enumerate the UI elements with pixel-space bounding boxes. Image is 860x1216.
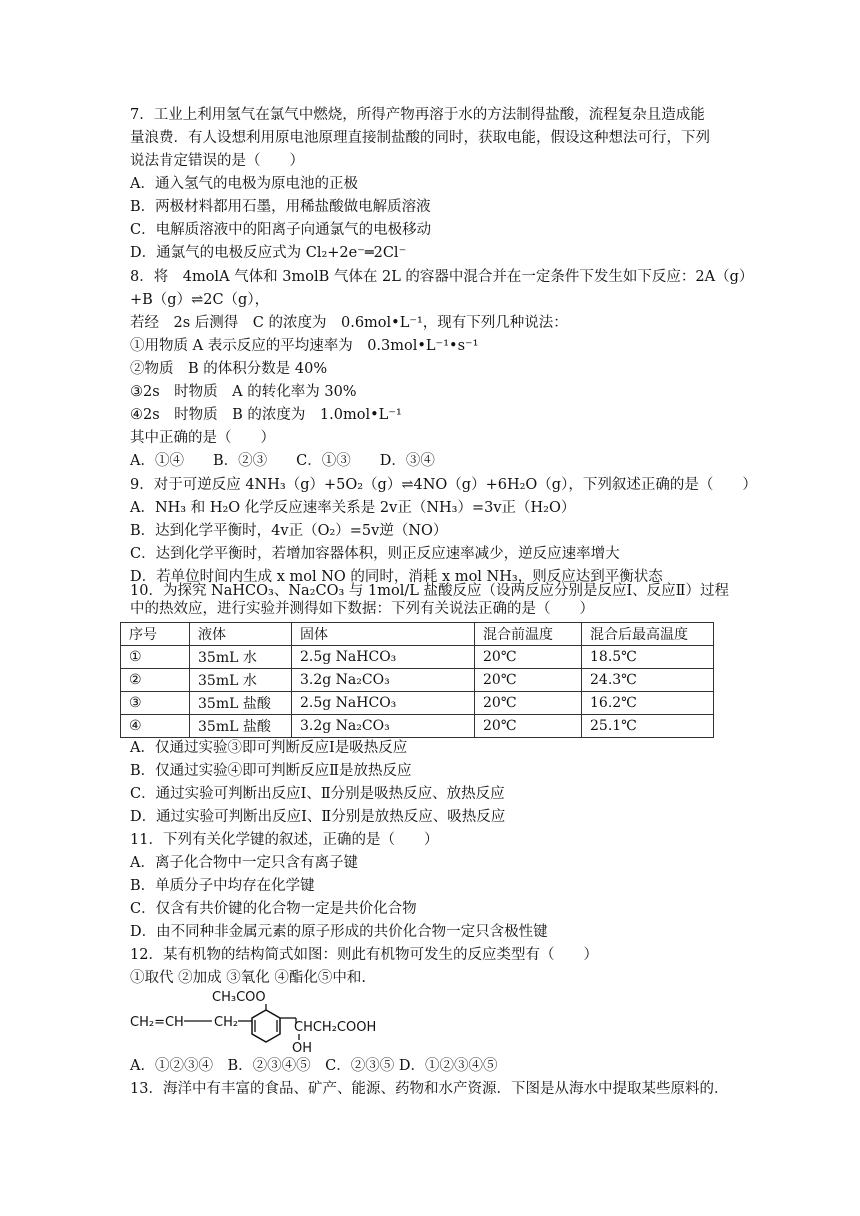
table-cell: 2.5g NaHCO₃ — [292, 646, 475, 669]
mol-side-chain-label: CHCH₂COOH — [294, 1020, 377, 1035]
q8-stem-line3: 若经 2s 后测得 C 的浓度为 0.6mol•L⁻¹，现有下列几种说法： — [130, 315, 568, 331]
table-row — [121, 646, 714, 669]
q9-stem: 9．对于可逆反应 4NH₃（g）+5O₂（g）⇌4NO（g）+6H₂O（g），下列叙述正确的是（ ） — [130, 477, 757, 493]
table-cell: 3.2g Na₂CO₃ — [292, 715, 475, 738]
table-cell: ③ — [121, 692, 190, 715]
q8-ask: 其中正确的是（ ） — [130, 430, 275, 446]
mol-vinyl-label: CH₂=CH — [130, 1015, 184, 1030]
q12-structure-diagram — [128, 986, 408, 1056]
q7-stem-line2: 量浪费．有人设想利用原电池原理直接制盐酸的同时，获取电能，假设这种想法可行，下列 — [130, 130, 710, 146]
header-cell: 序号 — [121, 623, 190, 646]
table-cell: ② — [121, 669, 190, 692]
table-header-row — [121, 623, 714, 646]
q12-stem: 12．某有机物的结构简式如图：则此有机物可发生的反应类型有（ ） — [130, 947, 598, 963]
q7-option-b: B．两极材料都用石墨，用稀盐酸做电解质溶液 — [130, 199, 431, 215]
table-cell: 20℃ — [475, 692, 582, 715]
table-cell: 20℃ — [475, 669, 582, 692]
table-cell: ④ — [121, 715, 190, 738]
table-cell: 35mL 水 — [190, 646, 292, 669]
q11-option-a: A．离子化合物中一定只含有离子键 — [130, 855, 358, 871]
q11-stem: 11．下列有关化学键的叙述，正确的是（ ） — [130, 832, 439, 848]
q7-option-c: C．电解质溶液中的阳离子向通氯气的电极移动 — [130, 222, 432, 238]
q10-option-d: D．通过实验可判断出反应Ⅰ、Ⅱ分别是放热反应、吸热反应 — [130, 809, 506, 825]
q7-stem-line3: 说法肯定错误的是（ ） — [130, 153, 304, 169]
mol-ch2-label: CH₂ — [214, 1015, 239, 1030]
q8-stem-line2: +B（g）⇌2C（g）， — [130, 292, 270, 308]
table-cell: 24.3℃ — [582, 669, 714, 692]
table-cell: 35mL 水 — [190, 669, 292, 692]
q8-statement-3: ③2s 时物质 A 的转化率为 30% — [130, 384, 357, 400]
table-row — [121, 669, 714, 692]
header-cell: 固体 — [292, 623, 475, 646]
q8-options: A．①④ B．②③ C．①③ D．③④ — [130, 453, 435, 469]
q9-option-b: B．达到化学平衡时，4v正（O₂）=5v逆（NO） — [130, 523, 448, 539]
q7-option-d: D．通氯气的电极反应式为 Cl₂+2e⁻═2Cl⁻ — [130, 245, 407, 261]
benzene-ring — [252, 1010, 280, 1042]
q9-option-c: C．达到化学平衡时，若增加容器体积，则正反应速率减少，逆反应速率增大 — [130, 546, 620, 562]
table-cell: 20℃ — [475, 646, 582, 669]
q10-option-b: B．仅通过实验④即可判断反应Ⅱ是放热反应 — [130, 763, 412, 779]
q9-option-d: D．若单位时间内生成 x mol NO 的同时，消耗 x mol NH₃，则反应达到平衡状态 — [130, 569, 663, 585]
q7-option-a: A．通入氢气的电极为原电池的正极 — [130, 176, 358, 192]
table-row — [121, 715, 714, 738]
q10-stem-line2: 中的热效应，进行实验并测得如下数据：下列有关说法正确的是（ ） — [130, 601, 594, 617]
header-cell: 混合后最高温度 — [582, 623, 714, 646]
q13-stem: 13．海洋中有丰富的食品、矿产、能源、药物和水产资源．下图是从海水中提取某些原料的． — [130, 1081, 729, 1097]
q12-reaction-types: ①取代 ②加成 ③氧化 ④酯化⑤中和. — [130, 970, 366, 986]
table-cell: 35mL 盐酸 — [190, 715, 292, 738]
table-cell: ① — [121, 646, 190, 669]
mol-acetoxy-label: CH₃COO — [212, 990, 266, 1005]
q8-stem-line1: 8．将 4molA 气体和 3molB 气体在 2L 的容器中混合并在一定条件下发生如下反应：2A（g） — [130, 269, 754, 285]
q10-option-a: A．仅通过实验③即可判断反应Ⅰ是吸热反应 — [130, 740, 408, 756]
table-cell: 18.5℃ — [582, 646, 714, 669]
table-row — [121, 692, 714, 715]
header-cell: 混合前温度 — [475, 623, 582, 646]
q9-option-a: A．NH₃ 和 H₂O 化学反应速率关系是 2v正（NH₃）=3v正（H₂O） — [130, 500, 576, 516]
q11-option-b: B．单质分子中均存在化学键 — [130, 878, 315, 894]
q7-stem-line1: 7．工业上利用氢气在氯气中燃烧，所得产物再溶于水的方法制得盐酸，流程复杂且造成能 — [130, 107, 705, 123]
q12-options: A．①②③④ B．②③④⑤ C．②③⑤ D．①②③④⑤ — [130, 1058, 498, 1074]
q10-stem-line1: 10．为探究 NaHCO₃、Na₂CO₃ 与 1mol/L 盐酸反应（设两反应分别是反应Ⅰ、反应Ⅱ）过程 — [130, 583, 730, 599]
q11-option-c: C．仅含有共价键的化合物一定是共价化合物 — [130, 901, 417, 917]
q8-statement-4: ④2s 时物质 B 的浓度为 1.0mol•L⁻¹ — [130, 407, 402, 423]
table-cell: 35mL 盐酸 — [190, 692, 292, 715]
table-cell: 2.5g NaHCO₃ — [292, 692, 475, 715]
q10-data-table — [120, 622, 714, 738]
q10-option-c: C．通过实验可判断出反应Ⅰ、Ⅱ分别是吸热反应、放热反应 — [130, 786, 505, 802]
mol-hydroxyl-label: OH — [292, 1041, 313, 1056]
table-cell: 3.2g Na₂CO₃ — [292, 669, 475, 692]
table-cell: 25.1℃ — [582, 715, 714, 738]
q11-option-d: D．由不同种非金属元素的原子形成的共价化合物一定只含极性键 — [130, 924, 548, 940]
table-cell: 20℃ — [475, 715, 582, 738]
table-cell: 16.2℃ — [582, 692, 714, 715]
header-cell: 液体 — [190, 623, 292, 646]
q8-statement-2: ②物质 B 的体积分数是 40% — [130, 361, 328, 377]
q8-statement-1: ①用物质 A 表示反应的平均速率为 0.3mol•L⁻¹•s⁻¹ — [130, 338, 479, 354]
